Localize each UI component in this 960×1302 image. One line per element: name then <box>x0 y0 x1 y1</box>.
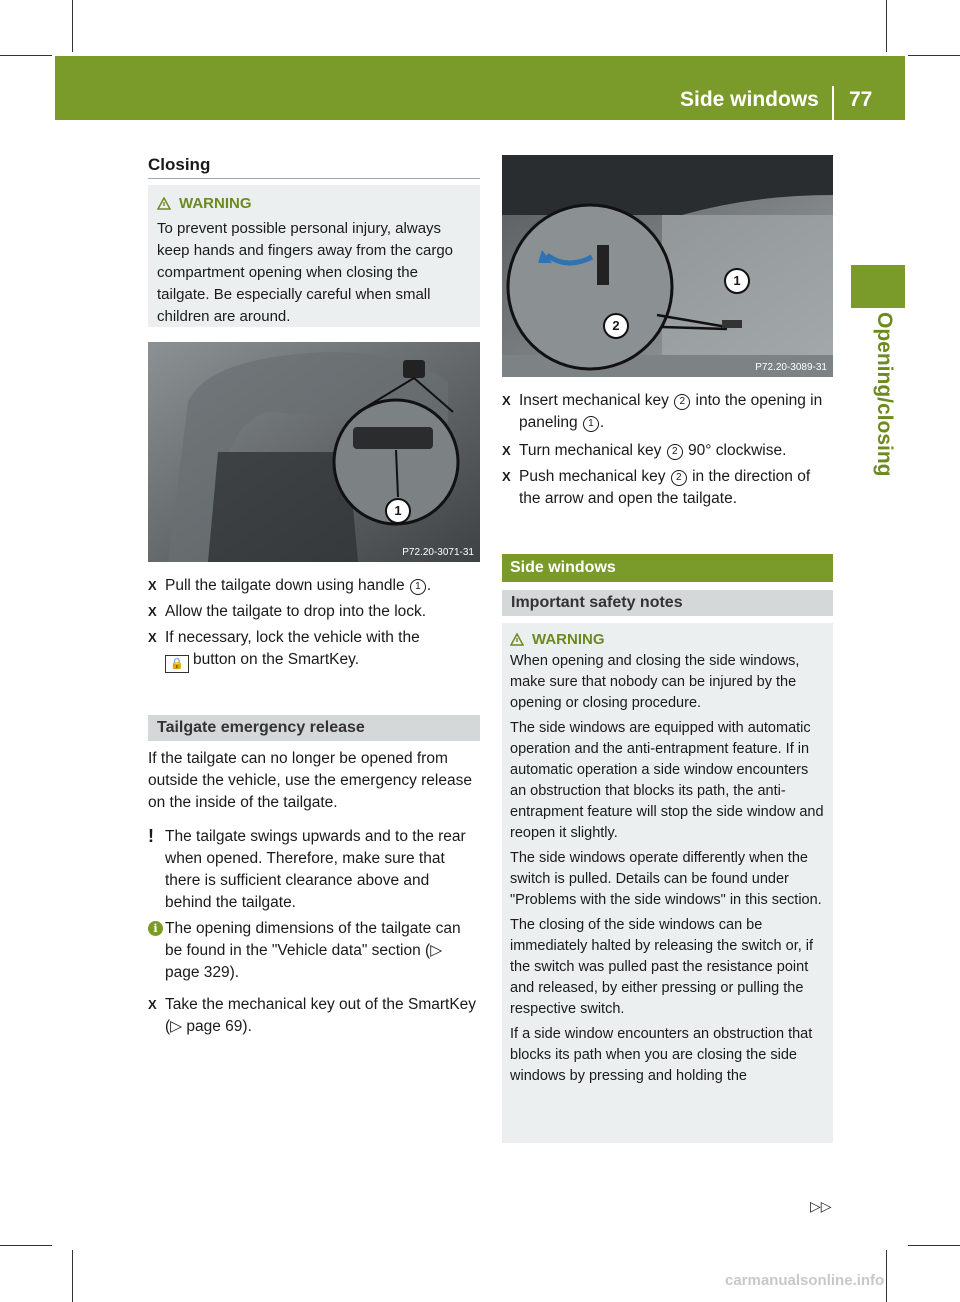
warning-paragraph: The side windows operate differently when the switch is pulled. Details can be found under "Problems with the side windows" in this section. <box>510 850 822 908</box>
crop-mark <box>0 55 52 56</box>
step-marker: X <box>502 393 511 408</box>
warning-paragraph: When opening and closing the side windows, make sure that nobody can be injured by the opening or closing procedure. <box>510 653 800 711</box>
side-tab <box>858 312 898 592</box>
paragraph: If the tailgate can no longer be opened from outside the vehicle, use the emergency release on the inside of the tailgate. <box>148 750 472 811</box>
warning-box <box>502 623 833 1143</box>
paneling-illustration <box>502 155 833 377</box>
side-tab-block <box>851 265 905 308</box>
step-text: in the direction of the arrow and open the tailgate. <box>519 468 811 507</box>
continue-arrows-icon: ▷▷ <box>810 1198 832 1214</box>
page-number: 77 <box>849 88 873 111</box>
step-text-end: . <box>426 577 432 594</box>
ref-number: 2 <box>667 444 683 460</box>
page-title: Side windows <box>680 88 819 111</box>
step-text: into the opening in paneling <box>519 392 823 431</box>
step-item <box>148 627 480 673</box>
warning-title-text: WARNING <box>179 195 252 212</box>
note-text: The tailgate swings upwards and to the rear when opened. Therefore, make sure that there is sufficient clearance above and behind the tailgate. <box>165 828 466 911</box>
callout-1: 1 <box>724 268 750 294</box>
banner-safety-notes: Important safety notes <box>502 590 833 616</box>
step-item <box>502 466 835 510</box>
side-tab-label: Opening/closing <box>873 312 896 477</box>
section-heading-closing: Closing <box>148 155 211 174</box>
step-text: Take the mechanical key out of the SmartKey (▷ page 69). <box>165 996 477 1035</box>
step-text-end: . <box>599 414 605 431</box>
step-text: Push mechanical key <box>519 468 670 485</box>
info-text: The opening dimensions of the tailgate can be found in the "Vehicle data" section (▷ page 329). <box>165 920 461 981</box>
step-item <box>148 601 480 623</box>
ref-number: 2 <box>674 394 690 410</box>
watermark: carmanualsonline.info <box>725 1272 885 1289</box>
step-item <box>502 390 835 434</box>
image-label: P72.20-3089-31 <box>755 362 827 373</box>
ref-number: 2 <box>671 470 687 486</box>
callout-2: 2 <box>603 313 629 339</box>
warning-title <box>157 195 471 212</box>
crop-mark <box>886 1250 887 1302</box>
warning-paragraph: If a side window encounters an obstruction that blocks its path when you are closing the side windows by pressing and holding the <box>510 1026 813 1084</box>
step-marker: X <box>502 469 511 484</box>
crop-mark <box>886 0 887 52</box>
ref-number: 1 <box>583 416 599 432</box>
tailgate-illustration <box>148 342 480 562</box>
step-marker: X <box>148 578 157 593</box>
step-text-cont: button on the SmartKey. <box>193 651 360 668</box>
step-text: Insert mechanical key <box>519 392 674 409</box>
crop-mark <box>908 1245 960 1246</box>
image-label: P72.20-3071-31 <box>402 547 474 558</box>
warning-triangle-icon <box>157 197 171 210</box>
crop-mark <box>0 1245 52 1246</box>
step-item <box>148 994 480 1038</box>
warning-title <box>510 631 825 648</box>
banner-emergency: Tailgate emergency release <box>148 715 480 741</box>
banner-side-windows: Side windows <box>502 554 833 582</box>
step-text: 90° clockwise. <box>683 442 787 459</box>
step-marker: X <box>502 443 511 458</box>
section-rule <box>148 178 480 179</box>
step-text: Turn mechanical key <box>519 442 666 459</box>
step-item <box>502 440 835 462</box>
step-item <box>148 575 480 597</box>
paneling-photo <box>502 155 833 377</box>
warning-box <box>148 185 480 327</box>
step-text: Pull the tailgate down using handle <box>165 577 409 594</box>
ref-number: 1 <box>410 579 426 595</box>
callout-1: 1 <box>385 498 411 524</box>
warning-paragraph: The closing of the side windows can be immediately halted by releasing the switch or, if the switch was pulled past the resistance point and released, by either pressing or pulling the respective switch. <box>510 917 814 1017</box>
exclamation-icon: ! <box>148 826 154 846</box>
crop-mark <box>72 1250 73 1302</box>
crop-mark <box>72 0 73 52</box>
warning-title-text: WARNING <box>532 631 605 648</box>
warning-paragraph: The side windows are equipped with automatic operation and the anti-entrapment feature. If in automatic operation a side window encounters an obstruction that blocks its path, the anti-entrapment feature will stop the side window and reopen it slightly. <box>510 720 824 841</box>
step-marker: X <box>148 630 157 645</box>
lock-icon: 🔒 <box>165 655 189 673</box>
page-header <box>55 56 905 120</box>
info-icon: i <box>148 921 163 936</box>
step-text: If necessary, lock the vehicle with the <box>165 629 420 646</box>
warning-text: To prevent possible personal injury, always keep hands and fingers away from the cargo compartment opening when closing the tailgate. Be especially careful when small children are around. <box>157 220 454 325</box>
header-divider <box>832 86 834 120</box>
tailgate-photo <box>148 342 480 562</box>
step-marker: X <box>148 604 157 619</box>
crop-mark <box>908 55 960 56</box>
warning-triangle-icon <box>510 633 524 646</box>
step-text: Allow the tailgate to drop into the lock. <box>165 603 427 620</box>
step-marker: X <box>148 997 157 1012</box>
